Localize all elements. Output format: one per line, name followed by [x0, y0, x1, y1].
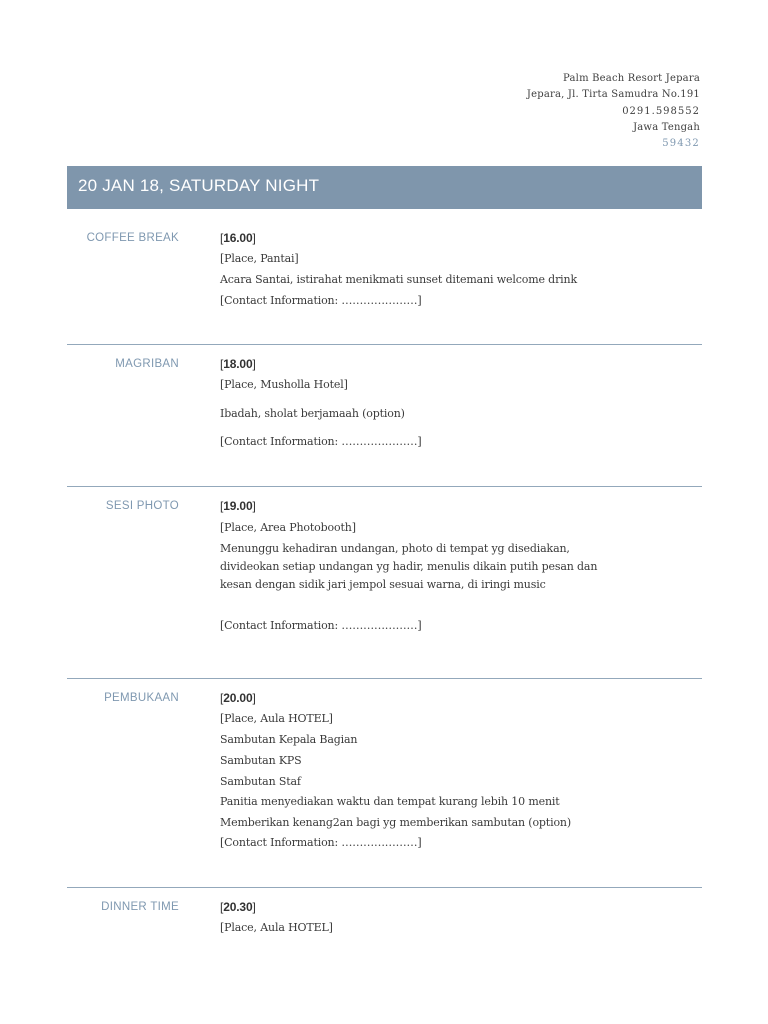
event-contact: [Contact Information: …………………] [220, 435, 422, 448]
event-description: kesan dengan sidik jari jempol sesuai warna, di iringi music [220, 578, 546, 591]
address-block [527, 71, 700, 152]
event-description: Acara Santai, istirahat menikmati sunset ditemani welcome drink [220, 273, 577, 286]
event-label: MAGRIBAN [115, 358, 179, 370]
event-description: Memberikan kenang2an bagi yg memberikan sambutan (option) [220, 816, 571, 829]
date-banner [67, 166, 702, 209]
event-contact: [Contact Information: …………………] [220, 836, 422, 849]
event-contact: [Contact Information: …………………] [220, 619, 422, 632]
venue-zip: 59432 [662, 138, 700, 150]
event-time-value: 20.30 [223, 900, 253, 914]
section-divider [67, 887, 702, 888]
event-time-value: 19.00 [223, 499, 253, 513]
event-time: [19.00] [220, 499, 256, 513]
event-place: [Place, Aula HOTEL] [220, 712, 333, 725]
event-time: [16.00] [220, 231, 256, 245]
event-description: Sambutan KPS [220, 754, 302, 767]
event-contact: [Contact Information: …………………] [220, 294, 422, 307]
event-label: SESI PHOTO [105, 500, 179, 512]
banner-title: 20 JAN 18, SATURDAY NIGHT [78, 176, 320, 195]
event-description: Panitia menyediakan waktu dan tempat kurang lebih 10 menit [220, 795, 560, 808]
event-label: DINNER TIME [101, 901, 179, 913]
venue-street: Jepara, Jl. Tirta Samudra No.191 [526, 89, 700, 101]
event-description: Menunggu kehadiran undangan, photo di tempat yg disediakan, [220, 542, 570, 555]
section-divider [67, 486, 702, 487]
event-place: [Place, Musholla Hotel] [220, 378, 348, 391]
event-time: [20.30] [220, 900, 256, 914]
event-label: COFFEE BREAK [86, 232, 179, 244]
event-description: Ibadah, sholat berjamaah (option) [220, 407, 405, 420]
event-place: [Place, Aula HOTEL] [220, 921, 333, 934]
event-time-value: 18.00 [223, 357, 253, 371]
event-time: [18.00] [220, 357, 256, 371]
section-divider [67, 678, 702, 679]
event-place: [Place, Area Photobooth] [220, 521, 356, 534]
venue-name: Palm Beach Resort Jepara [563, 73, 700, 84]
event-description: divideokan setiap undangan yg hadir, menulis dikain putih pesan dan [220, 560, 598, 573]
event-description: Sambutan Kepala Bagian [220, 733, 358, 746]
venue-phone: 0291.598552 [622, 105, 700, 117]
section-divider [67, 344, 702, 345]
event-label: PEMBUKAAN [104, 692, 179, 704]
event-description: Sambutan Staf [220, 775, 301, 788]
venue-region: Jawa Tengah [633, 121, 700, 133]
event-time: [20.00] [220, 691, 256, 705]
event-time-value: 16.00 [223, 231, 253, 245]
event-time-value: 20.00 [223, 691, 253, 705]
event-place: [Place, Pantai] [220, 252, 299, 265]
